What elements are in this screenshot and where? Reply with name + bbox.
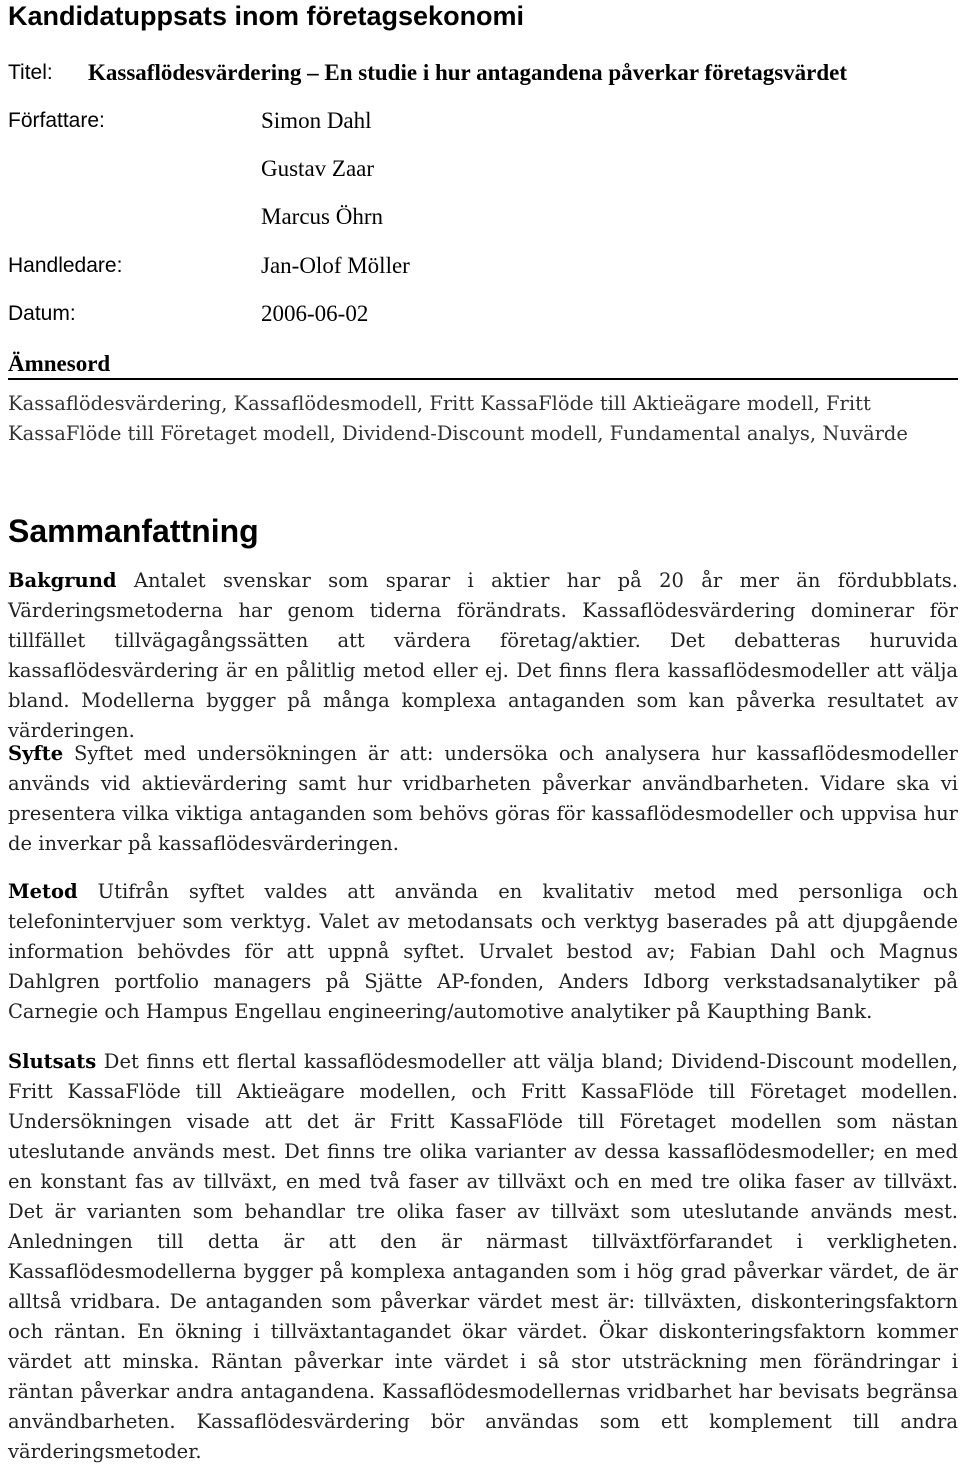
supervisor-name: Jan-Olof Möller <box>261 253 410 278</box>
conclusion-text: Det finns ett flertal kassaflödesmodeller att välja bland; Dividend-Discount modellen, Fritt KassaFlöde till Aktieägare modellen, och Fritt KassaFlöde till Företaget modellen. Undersökningen visade att det är Fritt KassaFlöde till Företaget modellen som nästan uteslutande används mest. Det finns tre olika varianter av dessa kassaflödesmodeller; en med en konstant fas av tillväxt, en med två faser av tillväxt och en med tre olika faser av tillväxt. Det är varianten som behandlar tre olika faser av tillväxt som uteslutande används mest. Anledningen till detta är att den är närmast tillväxtförfarandet i verkligheten. Kassaflödesmodellerna bygger på komplexa antaganden som i hög grad påverkar värdet, de är alltså vridbara. De antaganden som påverkar värdet mest är: tillväxten, diskonteringsfaktorn och räntan. En ökning i tillväxtantagandet ökar värdet. Ökar diskonteringsfaktorn kommer värdet att minska. Räntan påverkar inte värdet i så stor utsträckning men förändringar i räntan påverkar andra antagandena. Kassaflödesmodellernas vridbarhet har bevisats begränsa användbarheten. Kassaflödesvärdering bör användas som ett komplement till andra värderingsmetoder. <box>8 1050 958 1463</box>
conclusion-lead: Slutsats <box>8 1050 97 1073</box>
background-lead: Bakgrund <box>8 569 117 592</box>
purpose-lead: Syfte <box>8 742 64 765</box>
author-name: Gustav Zaar <box>261 156 375 181</box>
title-label: Titel: <box>8 61 53 84</box>
author-name: Marcus Öhrn <box>261 204 383 229</box>
keywords-heading: Ämnesord <box>8 351 111 376</box>
authors-label: Författare: <box>8 109 105 132</box>
purpose-paragraph <box>8 739 958 859</box>
method-lead: Metod <box>8 880 78 903</box>
thesis-title: Kassaflödesvärdering – En studie i hur antagandena påverkar företagsvärdet <box>88 60 848 85</box>
divider <box>8 378 958 380</box>
document-title: Kandidatuppsats inom företagsekonomi <box>8 1 525 31</box>
background-text: Antalet svenskar som sparar i aktier har på 20 år mer än fördubblats. Värderingsmetoderna har genom tiderna förändrats. Kassaflödesvärdering dominerar för tillfället tillvägagångssätten att värdera företag/aktier. Det debatteras huruvida kassaflödesvärdering är en pålitlig metod eller ej. Det finns flera kassaflödesmodeller att välja bland. Modellerna bygger på många komplexa antaganden som kan påverka resultatet av värderingen. <box>8 569 958 742</box>
date-value: 2006-06-02 <box>261 301 369 326</box>
background-paragraph <box>8 566 958 746</box>
supervisor-label: Handledare: <box>8 254 123 277</box>
method-text: Utifrån syftet valdes att använda en kvalitativ metod med personliga och telefonintervjuer som verktyg. Valet av metodansats och verktyg baserades på att djupgående information behövdes för att uppnå syftet. Urvalet bestod av; Fabian Dahl och Magnus Dahlgren portfolio managers på Sjätte AP-fonden, Anders Idborg verkstadsanalytiker på Carnegie och Hampus Engellau engineering/automotive analytiker på Kaupthing Bank. <box>8 880 958 1023</box>
keywords-text: Kassaflödesvärdering, Kassaflödesmodell, Fritt KassaFlöde till Aktieägare modell, Fritt KassaFlöde till Företaget modell, Dividend-Discount modell, Fundamental analys, Nuvärde <box>8 392 908 445</box>
author-name: Simon Dahl <box>261 108 372 133</box>
date-label: Datum: <box>8 302 76 325</box>
summary-heading: Sammanfattning <box>8 513 259 549</box>
method-paragraph <box>8 877 958 1027</box>
purpose-text: Syftet med undersökningen är att: undersöka och analysera hur kassaflödesmodeller används vid aktievärdering samt hur vridbarheten påverkar användbarheten. Vidare ska vi presentera vilka viktiga antaganden som behövs göras för kassaflödesmodeller och uppvisa hur de inverkar på kassaflödesvärderingen. <box>8 742 958 855</box>
conclusion-paragraph <box>8 1047 958 1467</box>
